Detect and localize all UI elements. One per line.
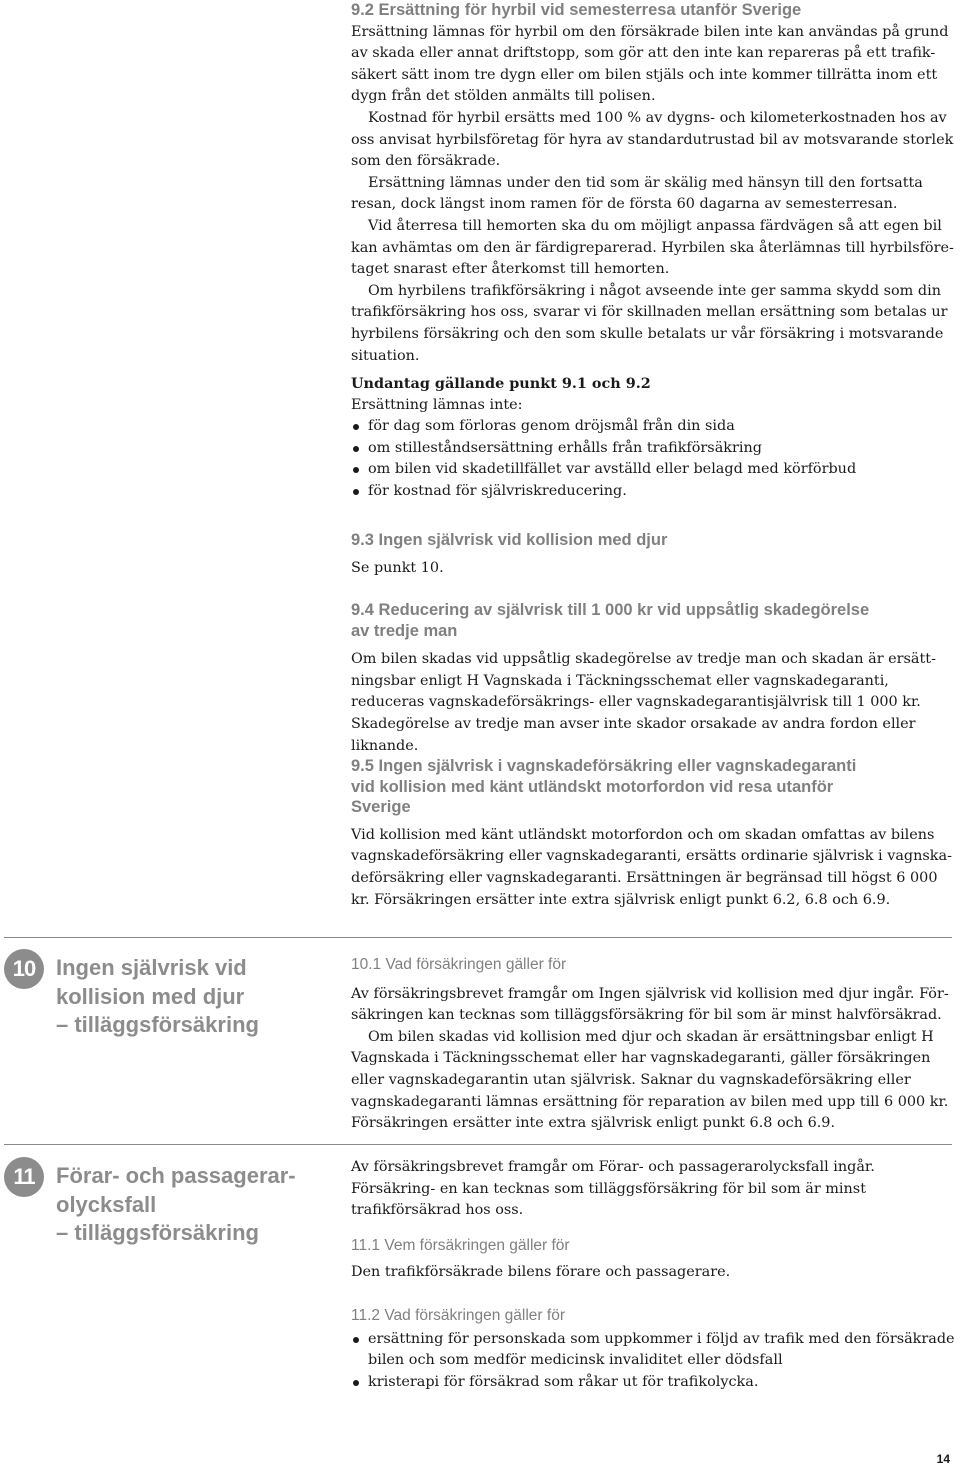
section-9-2-paragraph-3: Ersättning lämnas under den tid som är skälig med hänsyn till den fortsatta resan, dock längst inom ramen för de första 60 dagarna av semesterresan. (351, 174, 923, 213)
section-title-line-2: vid kollision med känt utländskt motorfordon vid resa utanför (351, 777, 834, 796)
exceptions-list (351, 416, 957, 502)
section-9-4-text: Om bilen skadas vid uppsåtlig skadegörelse av tredje man och skadan är ersätt- ningsbar enligt H Vagnskada i Täckningsschemat eller vagnskadegaranti, reduceras vagnskadeförsäkrings- eller vagnskadegarantisjälvrisk till 1 000 kr. Skadegörelse av tredje man avser inte skador orsakade av andra fordon eller liknande. (351, 651, 936, 754)
section-title: Vad försäkringen gäller för (385, 956, 567, 973)
section-number: 10.1 (351, 956, 382, 973)
section-11-2-list (351, 1329, 957, 1394)
exceptions-title: Undantag gällande punkt 9.1 och 9.2 (351, 375, 651, 393)
section-10-body (351, 955, 957, 1135)
section-9-5-text: Vid kollision med känt utländskt motorfordon och om skadan omfattas av bilens vagnskadeförsäkring eller vagnskadegaranti, ersätts ordinarie självrisk i vagnska- deförsäkring eller vagnskadegaranti. Ersättningen är begränsad till högst 6 000 kr. Försäkringen ersätter inte extra självrisk enligt punkt 6.2, 6.8 och 6.9. (351, 826, 952, 908)
section-10-number-badge: 10 (4, 949, 44, 989)
section-number: 11.2 (351, 1306, 381, 1324)
section-number: 9.4 (351, 601, 374, 619)
section-number: 9.5 (351, 757, 374, 775)
section-11-1-heading (351, 1236, 957, 1257)
section-title-line-2: av tredje man (351, 621, 458, 640)
section-title: Ingen självrisk vid kollision med djur (378, 531, 668, 549)
section-10-1-heading (351, 955, 957, 976)
section-9-3-heading (351, 530, 957, 551)
section-11-1-text: Den trafikförsäkrade bilens förare och passagerare. (351, 1264, 731, 1281)
exceptions-intro: Ersättning lämnas inte: (351, 396, 523, 413)
section-11-number-badge: 11 (4, 1157, 44, 1197)
list-item: om stilleståndsersättning erhålls från trafikförsäkring (351, 438, 957, 460)
section-9-2-paragraph-5: Om hyrbilens trafikförsäkring i något avseende inte ger samma skydd som din trafikförsäkring hos oss, svarar vi för skillnaden mellan ersättning som betalas ur hyrbilens försäkring och den som skulle betalats ur vår försäkring i motsvarande situation. (351, 282, 948, 364)
section-10-1-paragraph-2: Om bilen skadas vid kollision med djur och skadan är ersättningsbar enligt H Vagnskada i Täckningsschemat eller har vagnskadegaranti, gäller försäkringen eller vagnskadegarantin utan självrisk. Saknar du vagnskadeförsäkring eller vagnskadegaranti lämnas ersättning för reparation av bilen med upp till 6 000 kr. Försäkringen ersätter inte extra självrisk enligt punkt 6.8 och 6.9. (351, 1028, 949, 1132)
list-item: kristerapi för försäkrad som råkar ut för trafikolycka. (351, 1372, 957, 1394)
section-11-title-line: Förar- och passagerar- (56, 1163, 296, 1188)
section-9-2-paragraph-4: Vid återresa till hemorten ska du om möjligt anpassa färdvägen så att egen bil kan avhämtas om den är färdigreparerad. Hyrbilen ska återlämnas till hyrbilsföre- taget snarast efter återkomst till hemorten. (351, 217, 954, 278)
section-title: Vem försäkringen gäller för (384, 1236, 570, 1254)
section-11-title-line: olycksfall (56, 1191, 157, 1217)
list-item: för dag som förloras genom dröjsmål från din sida (351, 416, 957, 438)
section-title: Vad försäkringen gäller för (384, 1306, 565, 1324)
section-9-2-paragraph-1: Ersättning lämnas för hyrbil om den försäkrade bilen inte kan användas på grund av skada eller annat driftstopp, som gör att den inte kan repareras på ett trafik- säkert sätt inom tre dygn eller om bilen stjäls och inte kommer tillrätta inom ett dygn från det stölden anmälts till polisen. (351, 23, 949, 105)
section-10-title-line: kollision med djur (56, 983, 245, 1009)
section-title: Ingen självrisk i vagnskadeförsäkring eller vagnskadegaranti (378, 757, 857, 775)
section-9-2 (351, 0, 957, 503)
section-9-2-heading: 9.2 Ersättning för hyrbil vid semesterresa utanför Sverige (351, 1, 802, 19)
section-title-line-3: Sverige (351, 798, 411, 817)
page-number: 14 (936, 1452, 950, 1466)
section-10-title-line: – tilläggsförsäkring (56, 1012, 259, 1037)
section-9-3 (351, 530, 957, 579)
section-title: Reducering av självrisk till 1 000 kr vid uppsåtlig skadegörelse (378, 601, 870, 619)
section-10-1-paragraph-1: Av försäkringsbrevet framgår om Ingen självrisk vid kollision med djur ingår. För- säkringen kan tecknas som tilläggsförsäkring för bil som är minst halvförsäkrad. (351, 985, 949, 1024)
list-item: om bilen vid skadetillfället var avställd eller belagd med körförbud (351, 459, 957, 481)
section-10-title (56, 954, 326, 1040)
section-number: 11.1 (351, 1236, 381, 1254)
section-divider (4, 1144, 952, 1145)
section-9-5-heading (351, 756, 957, 818)
section-11-2-heading (351, 1306, 957, 1327)
list-item: ersättning för personskada som uppkommer i följd av trafik med den försäkrade bilen och som medför medicinsk invaliditet eller dödsfall (351, 1329, 957, 1372)
section-9-3-text: Se punkt 10. (351, 559, 444, 576)
section-11-intro: Av försäkringsbrevet framgår om Förar- och passagerarolycksfall ingår. Försäkring- en kan tecknas som tilläggsförsäkring för bil som är minst trafikförsäkrad hos oss. (351, 1159, 875, 1219)
section-9-4-heading (351, 600, 957, 641)
section-9-4 (351, 600, 957, 757)
section-9-5 (351, 756, 957, 911)
section-11-body (351, 1157, 957, 1393)
list-item: för kostnad för självriskreducering. (351, 481, 957, 503)
section-11-title (56, 1162, 326, 1248)
section-9-2-paragraph-2: Kostnad för hyrbil ersätts med 100 % av dygns- och kilometerkostnaden hos av oss anvisat hyrbilsföretag för hyra av standardutrustad bil av motsvarande storlek som den försäkrade. (351, 109, 954, 170)
section-divider (4, 937, 952, 938)
section-10-title-line: Ingen självrisk vid (56, 955, 247, 980)
section-number: 9.3 (351, 531, 374, 549)
section-11-title-line: – tilläggsförsäkring (56, 1220, 259, 1245)
